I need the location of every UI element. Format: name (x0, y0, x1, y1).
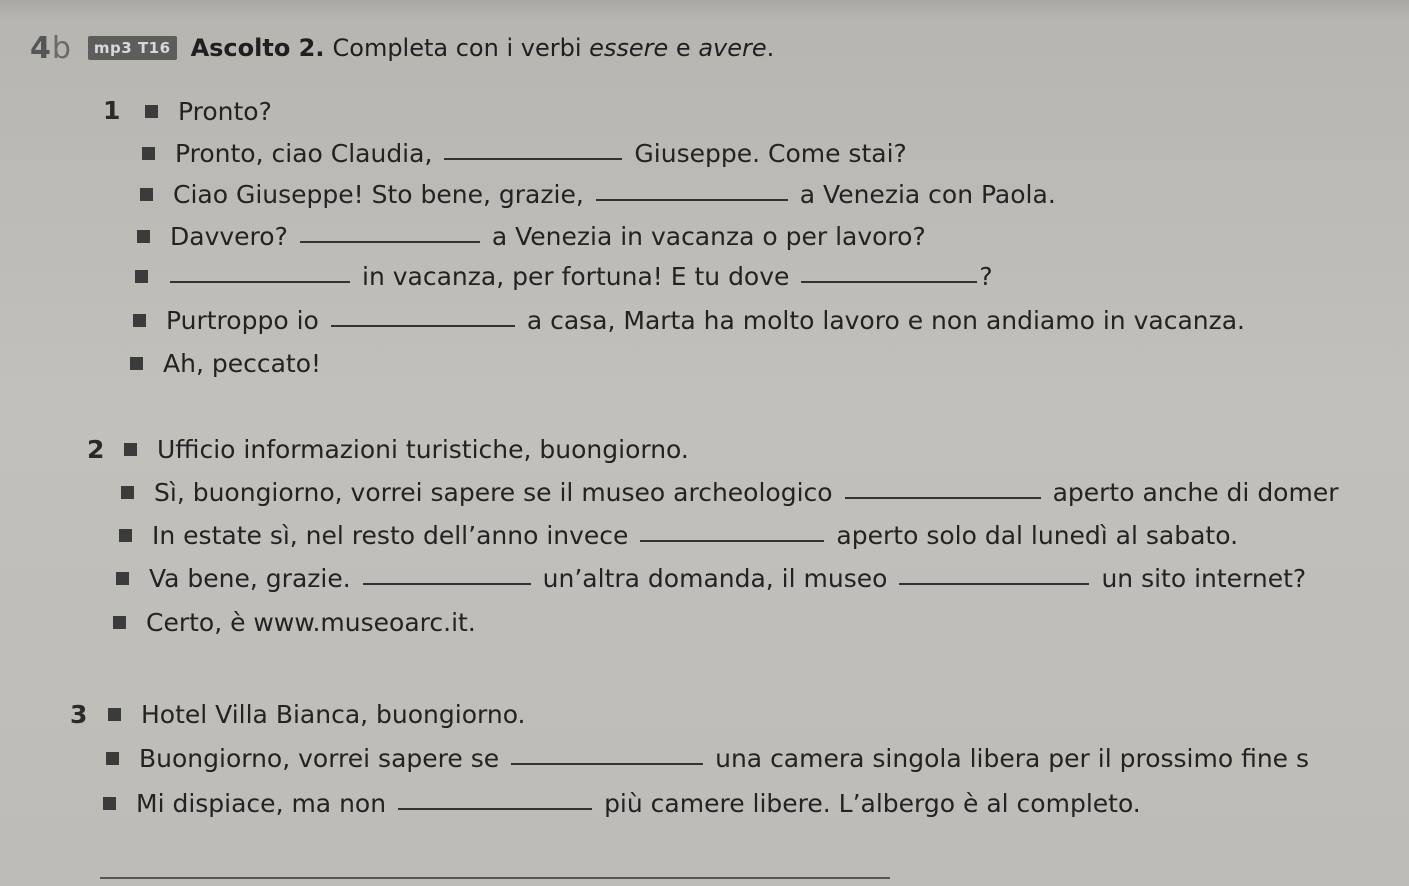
line-text: Buongiorno, vorrei sapere se (139, 744, 500, 773)
line-text: in vacanza, per fortuna! E tu dove (362, 262, 790, 291)
speaker-bullet (116, 572, 129, 585)
line-text: aperto anche di domer (1052, 478, 1339, 507)
exercise-letter: b (51, 30, 72, 66)
exercise-number (30, 31, 72, 66)
line-text: Va bene, grazie. (149, 564, 351, 593)
line-text: a Venezia in vacanza o per lavoro? (491, 222, 926, 251)
instruction-part2: e (668, 34, 699, 62)
answer-blank[interactable] (596, 199, 788, 201)
speaker-bullet (103, 797, 116, 810)
speaker-bullet (133, 314, 146, 327)
dialogue-number-3: 3 (70, 700, 88, 729)
line-text: Pronto? (178, 97, 272, 126)
line-text: Hotel Villa Bianca, buongiorno. (141, 700, 526, 729)
line-text: un sito internet? (1101, 564, 1307, 593)
line-text: più camere libere. L’albergo è al completo. (604, 789, 1141, 818)
dialogue-line (142, 139, 907, 168)
speaker-bullet (121, 486, 134, 499)
dialogue-line (135, 262, 993, 291)
dialogue-line (140, 180, 1056, 209)
line-text: Ciao Giuseppe! Sto bene, grazie, (173, 180, 584, 209)
speaker-bullet (113, 616, 126, 629)
speaker-bullet (140, 188, 153, 201)
speaker-bullet (137, 230, 150, 243)
instruction-verb-avere: avere (698, 34, 767, 62)
answer-blank[interactable] (331, 325, 515, 327)
dialogue-number-2: 2 (87, 435, 105, 464)
page-top-edge (0, 0, 1409, 18)
instruction-title: Ascolto 2. (190, 34, 325, 62)
dialogue-line (116, 564, 1306, 593)
dialogue-line (124, 435, 689, 464)
dialogue-line (113, 608, 476, 637)
line-text: Certo, è www.museoarc.it. (146, 608, 476, 637)
line-text: un’altra domanda, il museo (542, 564, 888, 593)
line-text: Sì, buongiorno, vorrei sapere se il museo archeologico (154, 478, 833, 507)
answer-blank[interactable] (444, 158, 622, 160)
dialogue-line (121, 478, 1339, 507)
answer-blank[interactable] (845, 497, 1041, 499)
line-text: una camera singola libera per il prossimo fine s (715, 744, 1310, 773)
answer-blank[interactable] (363, 583, 531, 585)
answer-blank[interactable] (511, 763, 703, 765)
answer-blank[interactable] (899, 583, 1089, 585)
speaker-bullet (119, 529, 132, 542)
dialogue-line (106, 744, 1309, 773)
instruction-part1: Completa con i verbi (332, 34, 590, 62)
line-text: Mi dispiace, ma non (136, 789, 387, 818)
answer-blank[interactable] (170, 281, 350, 283)
instruction-verb-essere: essere (589, 34, 669, 62)
audio-track-badge: mp3 T16 (88, 36, 177, 60)
answer-blank[interactable] (398, 808, 592, 810)
speaker-bullet (108, 708, 121, 721)
dialogue-line (103, 789, 1141, 818)
speaker-bullet (135, 270, 148, 283)
answer-blank[interactable] (640, 540, 824, 542)
dialogue-line (130, 349, 321, 378)
instruction-part3: . (766, 34, 775, 62)
line-text: a casa, Marta ha molto lavoro e non andiamo in vacanza. (526, 306, 1246, 335)
dialogue-line (137, 222, 926, 251)
speaker-bullet (124, 443, 137, 456)
line-text: Davvero? (170, 222, 288, 251)
dialogue-line (119, 521, 1238, 550)
line-text: In estate sì, nel resto dell’anno invece (152, 521, 629, 550)
answer-blank[interactable] (801, 281, 977, 283)
speaker-bullet (106, 752, 119, 765)
speaker-bullet (142, 147, 155, 160)
line-text: ? (979, 262, 993, 291)
line-text: Giuseppe. Come stai? (634, 139, 907, 168)
instruction-text (333, 34, 775, 62)
answer-blank[interactable] (300, 241, 480, 243)
dialogue-line (145, 97, 272, 126)
exercise-header (30, 28, 774, 68)
dialogue-line (108, 700, 526, 729)
line-text: Ufficio informazioni turistiche, buongiorno. (157, 435, 689, 464)
line-text: aperto solo dal lunedì al sabato. (836, 521, 1239, 550)
line-text: Pronto, ciao Claudia, (175, 139, 433, 168)
line-text: Ah, peccato! (163, 349, 322, 378)
line-text: Purtroppo io (166, 306, 319, 335)
bottom-rule (100, 877, 890, 879)
speaker-bullet (145, 105, 158, 118)
speaker-bullet (130, 357, 143, 370)
line-text: a Venezia con Paola. (799, 180, 1056, 209)
dialogue-line (133, 306, 1245, 335)
exercise-digit: 4 (30, 30, 52, 66)
dialogue-number-1: 1 (103, 96, 121, 125)
